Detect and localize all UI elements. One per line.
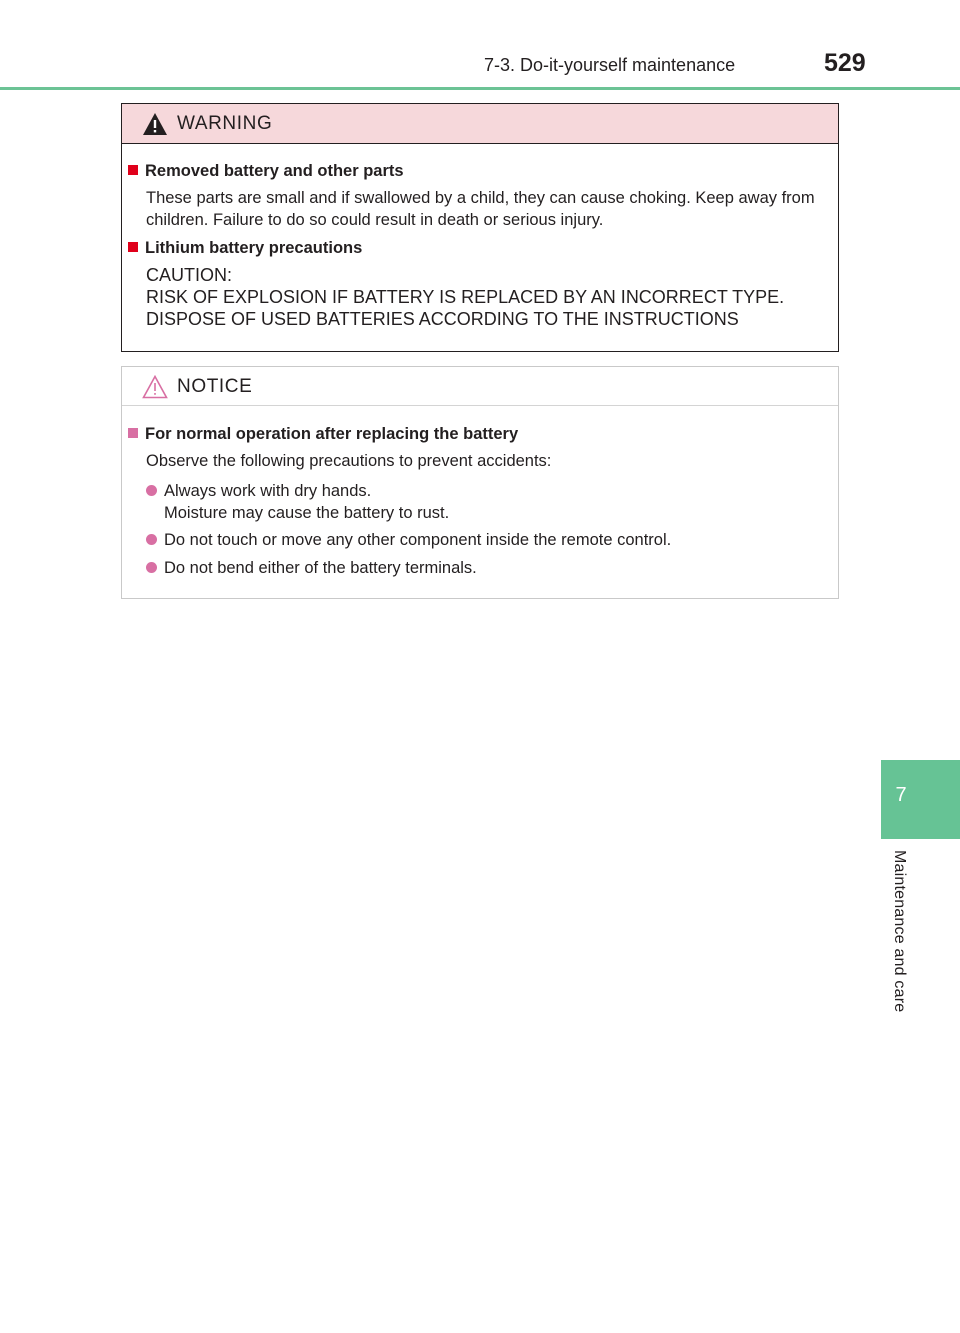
section-title: 7-3. Do-it-yourself maintenance	[484, 55, 736, 75]
square-bullet-icon	[128, 165, 138, 175]
warning-item-title: Removed battery and other parts	[145, 162, 404, 180]
notice-item-title: For normal operation after replacing the battery	[145, 425, 519, 443]
header-rule	[0, 87, 960, 90]
notice-intro: Observe the following precautions to prevent accidents:	[146, 452, 552, 470]
caution-line: CAUTION:	[146, 265, 233, 285]
notice-header	[122, 367, 838, 406]
caution-triangle-icon	[142, 375, 168, 399]
notice-box	[121, 366, 839, 599]
round-bullet-icon	[146, 485, 157, 496]
chapter-label: Maintenance and care	[891, 850, 908, 1013]
notice-point: Do not bend either of the battery terminals.	[146, 557, 828, 579]
warning-item-removed-battery	[128, 162, 828, 231]
warning-label: WARNING	[177, 113, 273, 134]
round-bullet-icon	[146, 534, 157, 545]
round-bullet-icon	[146, 562, 157, 573]
chapter-number: 7	[895, 784, 907, 806]
caution-text	[128, 264, 828, 330]
chapter-tab	[881, 760, 960, 839]
warning-triangle-icon	[142, 112, 168, 136]
warning-item-title: Lithium battery precautions	[145, 239, 363, 257]
square-bullet-icon	[128, 242, 138, 252]
caution-line: DISPOSE OF USED BATTERIES ACCORDING TO THE INSTRUCTIONS	[146, 309, 739, 329]
page-number: 529	[824, 49, 866, 77]
warning-item-lithium	[128, 239, 828, 330]
warning-header	[122, 104, 838, 144]
warning-box	[121, 103, 839, 352]
warning-item-body: These parts are small and if swallowed by a child, they can cause choking. Keep away from children. Failure to do so could result in death or serious injury.	[146, 189, 815, 229]
caution-line: RISK OF EXPLOSION IF BATTERY IS REPLACED BY AN INCORRECT TYPE.	[146, 287, 785, 307]
square-bullet-icon	[128, 428, 138, 438]
notice-point: Do not touch or move any other component inside the remote control.	[146, 529, 828, 551]
notice-label: NOTICE	[177, 376, 253, 397]
notice-item	[128, 425, 828, 472]
notice-point: Always work with dry hands. Moisture may cause the battery to rust.	[146, 480, 828, 524]
